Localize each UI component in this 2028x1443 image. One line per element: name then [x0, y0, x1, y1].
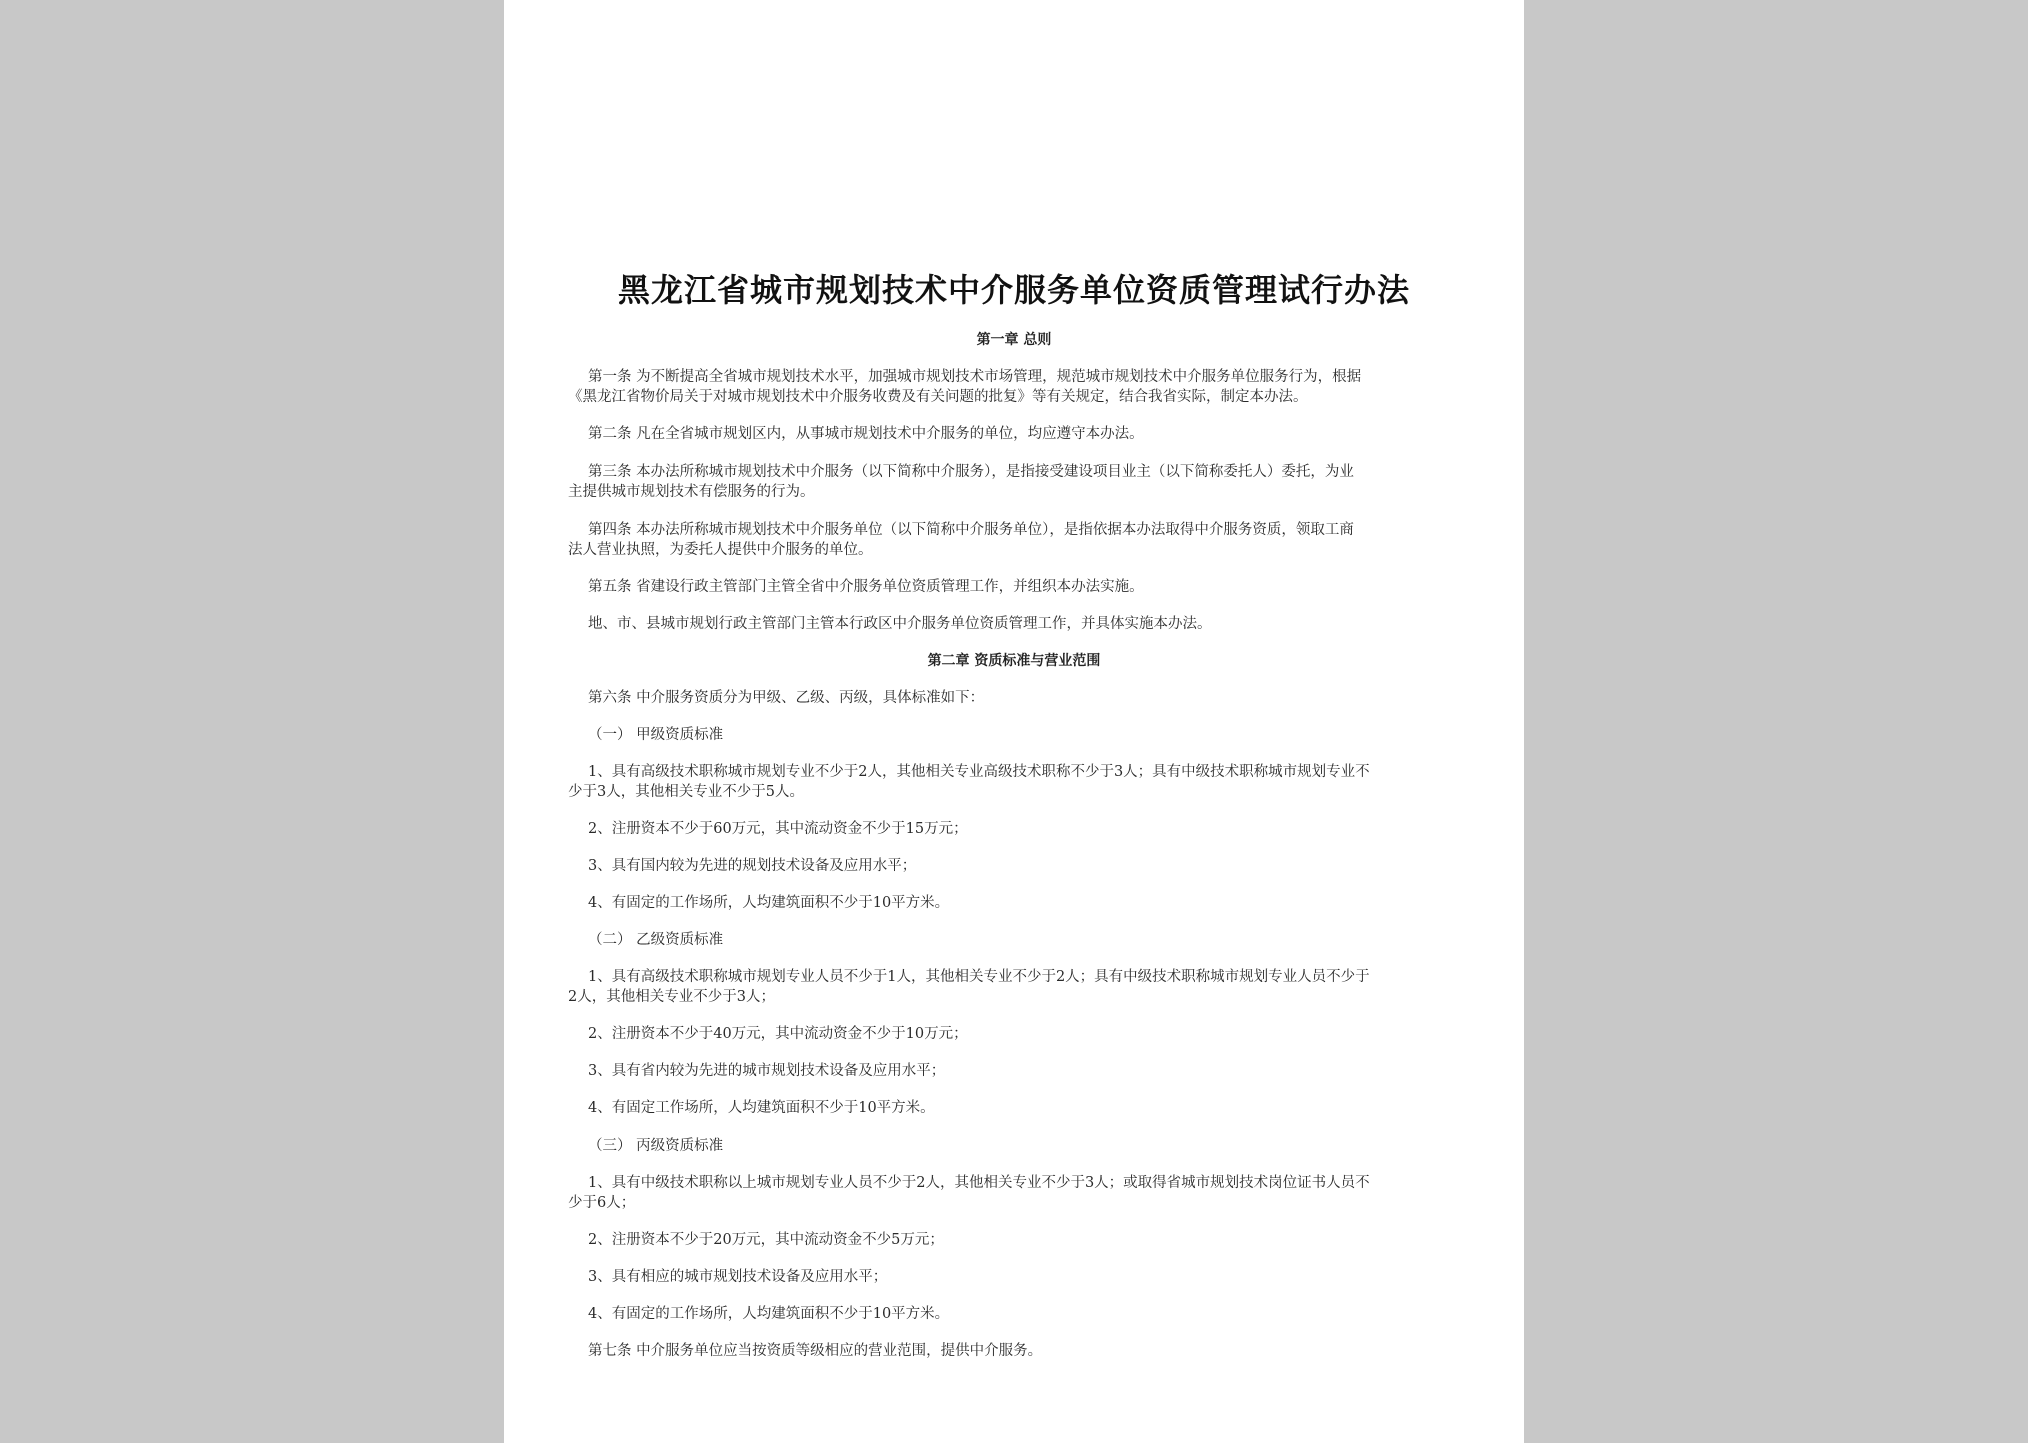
grade-a-item-3: 3、具有国内较为先进的规划技术设备及应用水平；: [588, 858, 917, 874]
document-title: 黑龙江省城市规划技术中介服务单位资质管理试行办法: [617, 271, 1410, 309]
grade-a-item-1-line-2: 少于3人，其他相关专业不少于5人。: [568, 784, 804, 800]
grade-c-heading: （三） 丙级资质标准: [588, 1138, 724, 1154]
article-6: 第六条 中介服务资质分为甲级、乙级、丙级，具体标准如下：: [588, 690, 985, 706]
document-page: [504, 0, 1524, 1443]
grade-c-item-2: 2、注册资本不少于20万元，其中流动资金不少5万元；: [588, 1232, 944, 1248]
article-3-line-2: 主提供城市规划技术有偿服务的行为。: [568, 484, 815, 500]
grade-a-heading: （一） 甲级资质标准: [588, 727, 724, 743]
grade-c-item-4: 4、有固定的工作场所，人均建筑面积不少于10平方米。: [588, 1306, 950, 1322]
article-4-line-2: 法人营业执照，为委托人提供中介服务的单位。: [568, 542, 873, 558]
chapter-2-heading: 第二章 资质标准与营业范围: [927, 653, 1101, 669]
article-3-line-1: 第三条 本办法所称城市规划技术中介服务（以下简称中介服务），是指接受建设项目业主（以下简称委托人）委托，为业: [588, 464, 1354, 480]
grade-b-item-2: 2、注册资本不少于40万元，其中流动资金不少于10万元；: [588, 1026, 968, 1042]
grade-b-heading: （二） 乙级资质标准: [588, 932, 724, 948]
article-4-line-1: 第四条 本办法所称城市规划技术中介服务单位（以下简称中介服务单位），是指依据本办法取得中介服务资质，领取工商: [588, 522, 1354, 538]
article-1-line-1: 第一条 为不断提高全省城市规划技术水平，加强城市规划技术市场管理，规范城市规划技术中介服务单位服务行为，根据: [588, 369, 1362, 385]
grade-b-item-1-line-2: 2人，其他相关专业不少于3人；: [568, 989, 775, 1005]
grade-b-item-4: 4、有固定工作场所，人均建筑面积不少于10平方米。: [588, 1100, 935, 1116]
grade-c-item-3: 3、具有相应的城市规划技术设备及应用水平；: [588, 1269, 888, 1285]
article-2: 第二条 凡在全省城市规划区内，从事城市规划技术中介服务的单位，均应遵守本办法。: [588, 426, 1144, 442]
article-5: 第五条 省建设行政主管部门主管全省中介服务单位资质管理工作，并组织本办法实施。: [588, 579, 1144, 595]
article-1-line-2: 《黑龙江省物价局关于对城市规划技术中介服务收费及有关问题的批复》等有关规定，结合我省实际，制定本办法。: [568, 389, 1308, 405]
chapter-1-heading: 第一章 总则: [976, 332, 1052, 348]
grade-a-item-4: 4、有固定的工作场所，人均建筑面积不少于10平方米。: [588, 895, 950, 911]
grade-b-item-3: 3、具有省内较为先进的城市规划技术设备及应用水平；: [588, 1063, 946, 1079]
grade-c-item-1-line-2: 少于6人；: [568, 1195, 636, 1211]
article-7: 第七条 中介服务单位应当按资质等级相应的营业范围，提供中介服务。: [588, 1343, 1043, 1359]
grade-a-item-2: 2、注册资本不少于60万元，其中流动资金不少于15万元；: [588, 821, 968, 837]
grade-a-item-1-line-1: 1、具有高级技术职称城市规划专业不少于2人，其他相关专业高级技术职称不少于3人；具有中级技术职称城市规划专业不: [588, 764, 1370, 780]
grade-c-item-1-line-1: 1、具有中级技术职称以上城市规划专业人员不少于2人，其他相关专业不少于3人；或取得省城市规划技术岗位证书人员不: [588, 1175, 1370, 1191]
grade-b-item-1-line-1: 1、具有高级技术职称城市规划专业人员不少于1人，其他相关专业不少于2人；具有中级技术职称城市规划专业人员不少于: [588, 969, 1370, 985]
article-5-para-2: 地、市、县城市规划行政主管部门主管本行政区中介服务单位资质管理工作，并具体实施本办法。: [588, 616, 1212, 632]
